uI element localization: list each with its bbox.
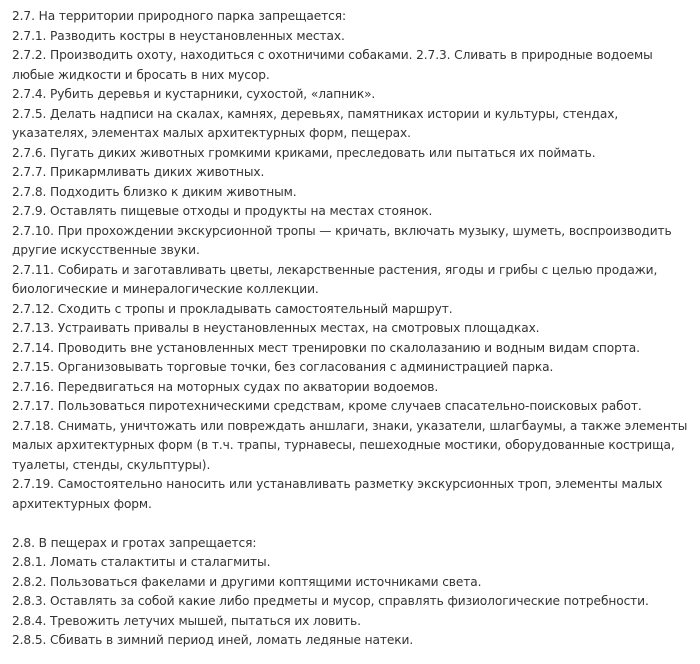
list-item: 2.8.2. Пользоваться факелами и другими коптящими источниками света. xyxy=(12,574,482,589)
list-item: 2.7.17. Пользоваться пиротехническими средствам, кроме случаев спасательно-поисковых работ. xyxy=(12,399,642,413)
section-heading: 2.7. На территории природного парка запрещается: xyxy=(12,9,346,23)
list-item: 2.7.4. Рубить деревья и кустарники, сухостой, «лапник». xyxy=(12,87,376,101)
list-item: 2.7.6. Пугать диких животных громкими криками, преследовать или пытаться их поймать. xyxy=(12,145,596,160)
list-item: 2.7.7. Прикармливать диких животных. xyxy=(12,165,265,179)
section-2-8 xyxy=(12,534,696,651)
list-item: 2.7.2. Производить охоту, находиться с охотничими собаками. 2.7.3. Сливать в природные водоемы любые жидкости и бросать в них мусор. xyxy=(12,48,653,82)
list-item: 2.8.4. Тревожить летучих мышей, пытаться их ловить. xyxy=(12,613,361,628)
list-item: 2.7.18. Снимать, уничтожать или повреждать аншлаги, знаки, указатели, шлагбаумы, а также элементы малых архитектурных форм (в т.ч. трапы, турнавесы, пешеходные мостики, оборудованные кострища, туалеты, стенды, скульптуры). xyxy=(12,418,688,472)
list-item: 2.7.14. Проводить вне установленных мест тренировки по скалолазанию и водным видам спорта. xyxy=(12,340,640,355)
list-item: 2.8.1. Ломать сталактиты и сталагмиты. xyxy=(12,555,271,569)
list-item: 2.7.15. Организовывать торговые точки, без согласования с администрацией парка. xyxy=(12,360,554,374)
list-item: 2.7.16. Передвигаться на моторных судах по акватории водоемов. xyxy=(12,379,439,394)
section-2-7 xyxy=(12,7,696,514)
list-item: 2.7.12. Сходить с тропы и прокладывать самостоятельный маршрут. xyxy=(12,301,453,316)
list-item: 2.8.5. Сбивать в зимний период иней, ломать ледяные натеки. xyxy=(12,633,414,647)
list-item: 2.7.5. Делать надписи на скалах, камнях, деревьях, памятниках истории и культуры, стендах, указателях, элементах малых архитектурных форм, пещерах. xyxy=(12,106,619,140)
document-body xyxy=(12,7,696,651)
list-item: 2.7.19. Самостоятельно наносить или устанавливать разметку экскурсионных троп, элементы малых архитектурных форм. xyxy=(12,477,663,511)
list-item: 2.7.10. При прохождении экскурсионной тропы — кричать, включать музыку, шуметь, воспроизводить другие искусственные звуки. xyxy=(12,223,672,257)
list-item: 2.7.9. Оставлять пищевые отходы и продукты на местах стоянок. xyxy=(12,204,433,218)
list-item: 2.7.8. Подходить близко к диким животным. xyxy=(12,184,297,199)
list-item: 2.7.13. Устраивать привалы в неустановленных местах, на смотровых площадках. xyxy=(12,321,540,335)
list-item: 2.8.3. Оставлять за собой какие либо предметы и мусор, справлять физиологические потребности. xyxy=(12,594,649,608)
section-heading: 2.8. В пещерах и гротах запрещается: xyxy=(12,535,257,550)
section-spacer xyxy=(12,514,696,534)
list-item: 2.7.11. Собирать и заготавливать цветы, лекарственные растения, ягоды и грибы с целью продажи, биологические и минералогические коллекции. xyxy=(12,262,658,296)
list-item: 2.7.1. Разводить костры в неустановленных местах. xyxy=(12,28,345,43)
